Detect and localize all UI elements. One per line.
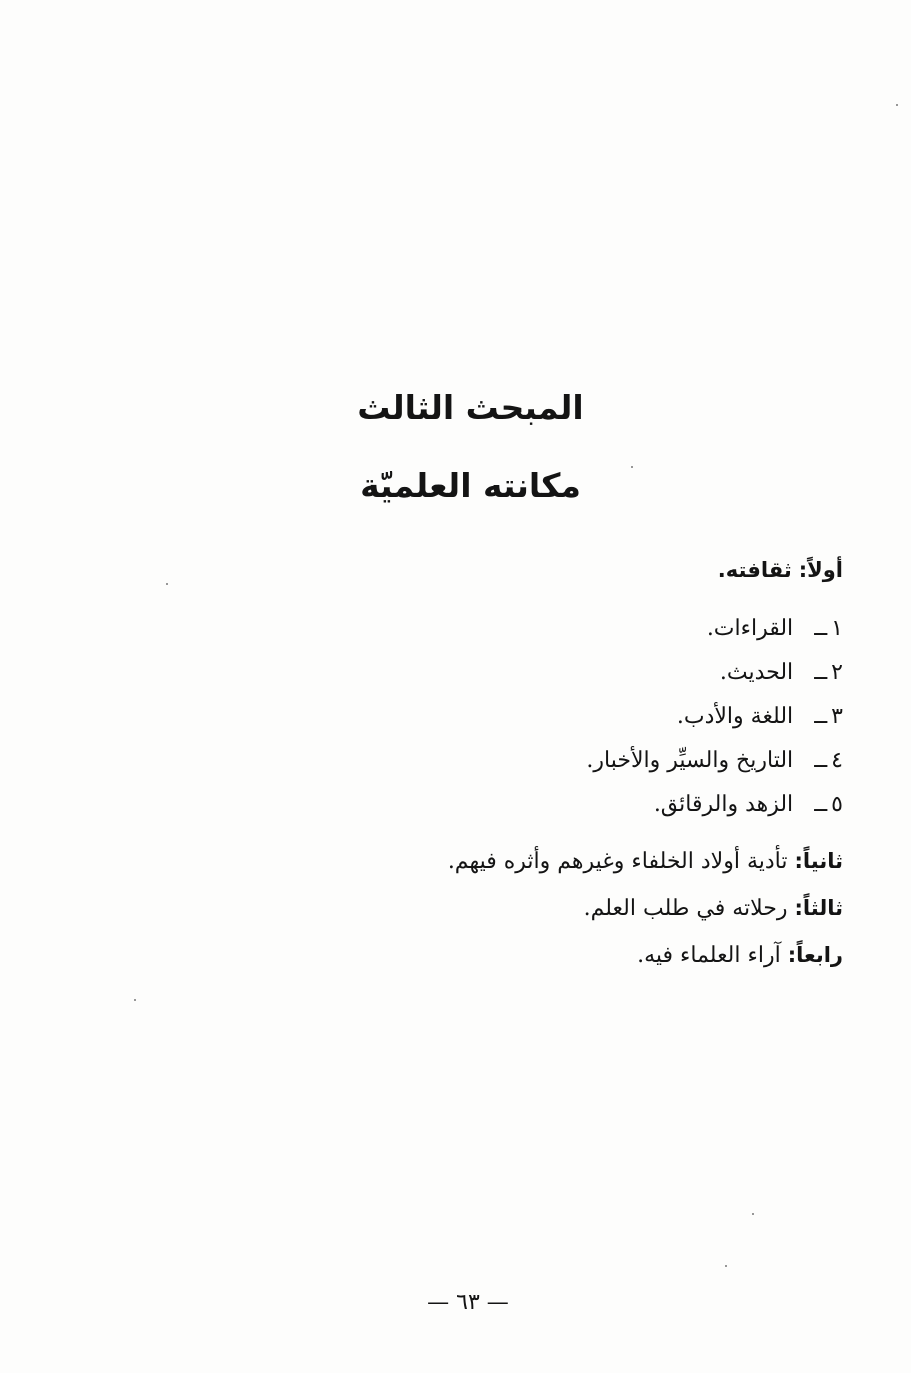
list-item [707,614,843,644]
item-dash: ــ [814,616,828,641]
point-line [448,846,843,877]
point-text: رحلاته في طلب العلم. [583,896,788,921]
intro-line [718,555,843,586]
intro-label: أولاً: [798,558,843,582]
item-dash: ــ [814,748,828,773]
point-line [637,940,843,971]
item-number: ٢ [831,660,843,685]
point-line [584,893,843,924]
item-dash: ــ [814,792,828,817]
point-text: آراء العلماء فيه. [637,943,781,968]
list-item [720,658,843,688]
page-number: — ٦٣ — [427,1290,509,1315]
scan-speck [725,1265,727,1267]
section-subtitle: مكانته العلميّة [360,466,581,505]
point-label: رابعاً: [787,943,843,967]
point-label: ثانياً: [794,849,843,873]
scan-speck [896,104,898,106]
item-text: الزهد والرقائق. [653,792,794,817]
item-dash: ــ [814,704,828,729]
item-text: الحديث. [719,660,794,685]
scan-speck [752,1213,754,1215]
point-text: تأدية أولاد الخلفاء وغيرهم وأثره فيهم. [447,849,788,874]
item-text: اللغة والأدب. [676,704,794,729]
item-text: التاريخ والسيِّر والأخبار. [586,748,794,773]
intro-text: ثقافته. [717,558,792,582]
scan-speck [631,466,633,468]
section-title: المبحث الثالث [357,388,584,427]
item-number: ٤ [831,748,843,773]
point-label: ثالثاً: [794,896,843,920]
item-dash: ــ [814,660,828,685]
item-number: ٣ [831,704,843,729]
item-number: ٥ [831,792,843,817]
item-number: ١ [831,616,843,641]
scan-speck [134,999,136,1001]
item-text: القراءات. [706,616,794,641]
list-item [654,790,843,820]
list-item [586,746,843,776]
list-item [677,702,843,732]
scan-speck [166,583,168,585]
